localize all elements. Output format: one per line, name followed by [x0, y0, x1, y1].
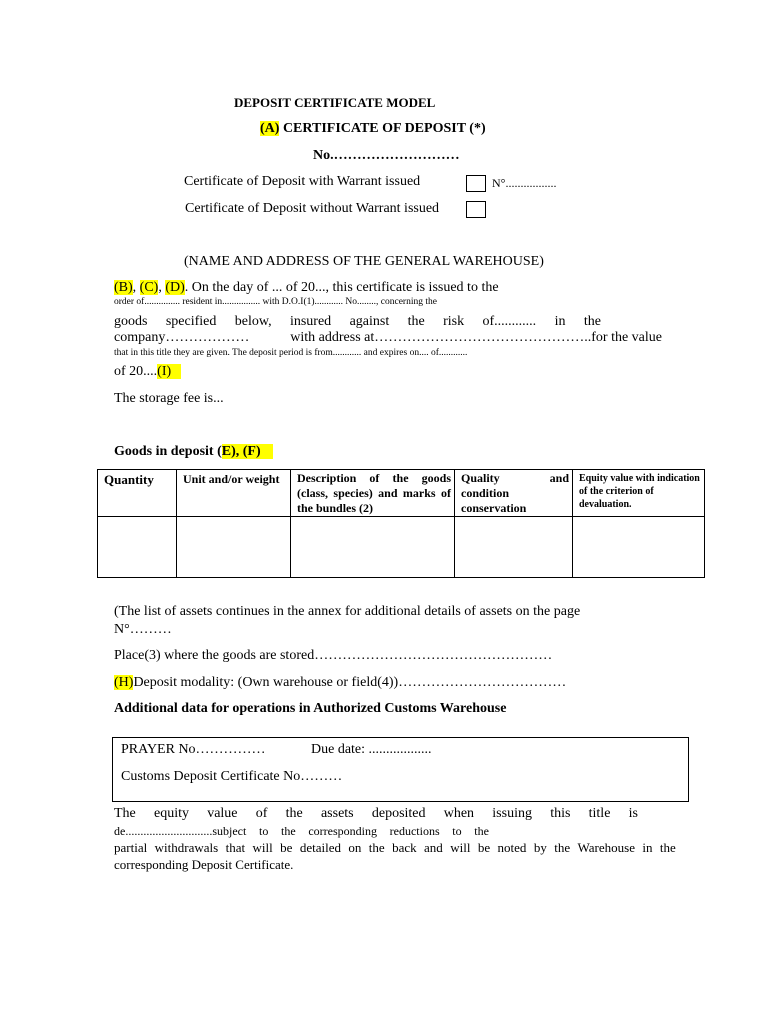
year-line: of 20....(I)	[114, 364, 181, 380]
table-cell[interactable]	[177, 517, 291, 578]
annex-note-line2: N°………	[114, 622, 172, 637]
order-line: order of............... resident in................ with D.O.I(1)............ No........, concerning the	[114, 297, 437, 307]
annex-note-line1: (The list of assets continues in the annex for additional details of assets on the page	[114, 604, 581, 619]
code-i: (I)	[157, 364, 181, 379]
col-equity-value: Equity value with indication of the criterion of devaluation.	[573, 470, 705, 517]
deposit-modality: (H)Deposit modality: (Own warehouse or field(4))………………………………	[114, 675, 567, 690]
table-cell[interactable]	[291, 517, 455, 578]
without-warrant-label: Certificate of Deposit without Warrant issued	[185, 201, 440, 216]
goods-table	[97, 469, 705, 578]
warrant-number: N°.................	[492, 176, 557, 190]
company-line: company……………… with address at………………………………………..for the value	[114, 330, 662, 345]
goods-table-header	[98, 470, 705, 517]
equity-line1: The equity value of the assets deposited when issuing this title is	[114, 806, 638, 821]
document-title: DEPOSIT CERTIFICATE MODEL	[234, 95, 436, 110]
code-h: (H)	[114, 675, 134, 690]
customs-box	[112, 737, 689, 802]
code-d: (D)	[165, 280, 185, 295]
table-cell[interactable]	[573, 517, 705, 578]
equity-line3: partial withdrawals that will be detailed on the back and will be noted by the Warehouse in the	[114, 840, 676, 855]
issue-line: (B), (C), (D). On the day of ... of 20..., this certificate is issued to the	[114, 280, 499, 295]
col-unit-weight: Unit and/or weight	[177, 470, 291, 517]
warehouse-heading: (NAME AND ADDRESS OF THE GENERAL WAREHOUSE)	[184, 254, 544, 269]
table-row	[98, 517, 705, 578]
deposit-period-line: that in this title they are given. The deposit period is from............ and expires on.... of............	[114, 348, 468, 358]
table-cell[interactable]	[98, 517, 177, 578]
code-ef: E), (F)	[222, 444, 273, 459]
code-b: (B)	[114, 280, 133, 295]
col-quality: Quality and condition conservation	[455, 470, 573, 517]
goods-heading: Goods in deposit (E), (F)	[114, 444, 273, 460]
equity-line2: de.............................subject to the corresponding reductions to the	[114, 824, 489, 838]
certificate-heading-text: CERTIFICATE OF DEPOSIT (*)	[279, 121, 486, 136]
issue-line-text: . On the day of ... of 20..., this certificate is issued to the	[184, 280, 499, 295]
col-description: Description of the goods (class, species) and marks of the bundles (2)	[291, 470, 455, 517]
with-warrant-checkbox[interactable]	[466, 175, 486, 192]
without-warrant-checkbox[interactable]	[466, 201, 486, 218]
with-warrant-label: Certificate of Deposit with Warrant issued	[184, 174, 421, 189]
customs-certificate-number: Customs Deposit Certificate No………	[121, 769, 343, 784]
prayer-number: PRAYER No……………	[121, 742, 266, 757]
table-cell[interactable]	[455, 517, 573, 578]
storage-place: Place(3) where the goods are stored……………………………………………	[114, 648, 553, 663]
col-quantity: Quantity	[98, 470, 177, 517]
goods-insured-line: goods specified below, insured against the risk of............ in the	[114, 314, 601, 329]
customs-heading: Additional data for operations in Authorized Customs Warehouse	[114, 701, 507, 716]
certificate-number: No.………………………	[313, 148, 460, 163]
code-c: (C)	[139, 280, 159, 295]
equity-line4: corresponding Deposit Certificate.	[114, 857, 294, 872]
storage-fee: The storage fee is...	[114, 391, 224, 406]
certificate-heading	[260, 121, 486, 137]
due-date: Due date: ..................	[311, 742, 432, 757]
code-a: (A)	[260, 121, 280, 136]
